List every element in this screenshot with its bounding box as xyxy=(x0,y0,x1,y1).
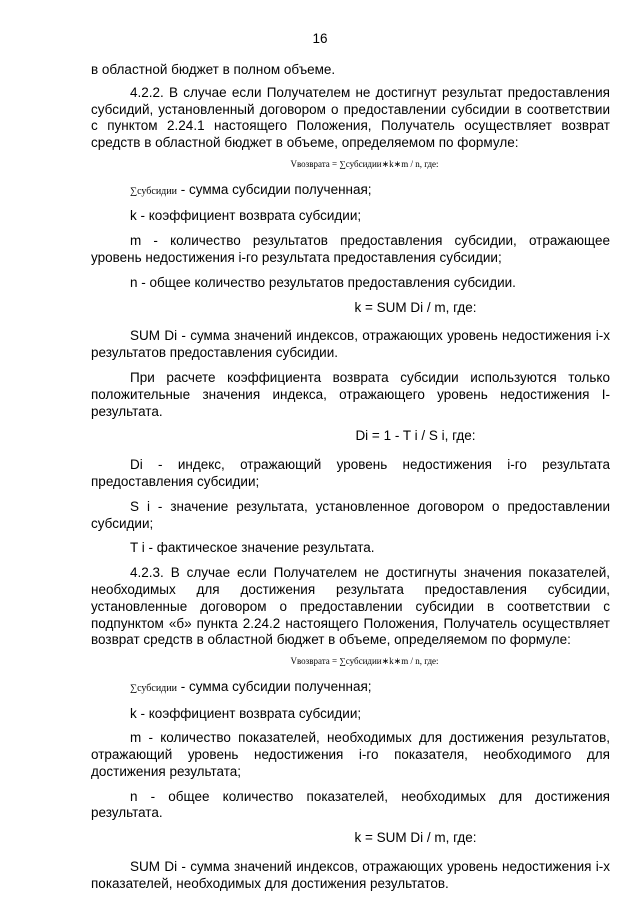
definition-n: n - общее количество результатов предоставления субсидии. xyxy=(130,274,516,290)
document-body xyxy=(91,62,610,901)
definition-si: S i - значение результата, установленное договором о предоставлении субсидии; xyxy=(91,498,610,531)
paragraph-continuation: в областной бюджет в полном объеме. xyxy=(91,62,336,77)
formula-return-volume-1: Vвозврата = ∑субсидии∗k∗m / n, где: xyxy=(290,158,439,169)
definition2-sum-subsidy xyxy=(91,679,610,698)
definition2-sum-di: SUM Di - сумма значений индексов, отражающих уровень недостижения i-х показателей, необходимых для достижения результатов. xyxy=(91,859,610,891)
paragraph-positive-values: При расчете коэффициента возврата субсидии используются только положительные значения индекса, отражающего уровень недостижения I-результата. xyxy=(91,369,610,419)
sum-subsidy-symbol-2: ∑субсидии xyxy=(130,682,177,694)
definition2-n: n - общее количество показателей, необходимых для достижения результата. xyxy=(91,788,610,821)
sum-subsidy-symbol: ∑субсидии xyxy=(130,185,177,197)
definition2-k: k - коэффициент возврата субсидии; xyxy=(130,705,362,721)
definition-di: Di - индекс, отражающий уровень недостижения i-го результата предоставления субсидии; xyxy=(91,457,610,489)
paragraph-4-2-3: 4.2.3. В случае если Получателем не достигнуты значения показателей, необходимых для достижения результата предоставления субсидии, установленные договором о предоставлении субсидии в соответствии с подпунктом «б» пункта 2.24.2 настоящего Положения, Получатель осуществляет возврат средств в областной бюджет в объеме, определяемом по формуле: xyxy=(91,565,610,648)
formula-di: Di = 1 - T i / S i, где: xyxy=(355,428,476,444)
formula-return-volume-2: Vвозврата = ∑субсидии∗k∗m / n, где: xyxy=(290,655,439,666)
definition-sum-subsidy-text: - сумма субсидии полученная; xyxy=(176,181,372,197)
definition-ti: T i - фактическое значение результата. xyxy=(130,540,375,556)
page-number: 16 xyxy=(312,31,328,46)
definition-k: k - коэффициент возврата субсидии; xyxy=(130,208,362,224)
formula-k-2: k = SUM Di / m, где: xyxy=(354,830,477,846)
formula-k-1: k = SUM Di / m, где: xyxy=(354,299,477,315)
definition-sum-di-1: SUM Di - сумма значений индексов, отражающих уровень недостижения i-х результатов предоставления субсидии. xyxy=(91,328,610,361)
definition2-m: m - количество показателей, необходимых для достижения результатов, отражающий уровень недостижения i-го показателя, необходимого для достижения результата; xyxy=(91,730,610,779)
definition-m: m - количество результатов предоставления субсидии, отражающее уровень недостижения i-го результата предоставления субсидии; xyxy=(91,233,610,265)
definition-sum-subsidy xyxy=(91,182,610,201)
paragraph-4-2-2: 4.2.2. В случае если Получателем не достигнут результат предоставления субсидий, установленный договором о предоставлении субсидии в соответствии с пунктом 2.24.1 настоящего Положения, Получатель осуществляет возврат средств в областной бюджет в объеме, определяемом по формуле: xyxy=(91,84,610,151)
definition2-sum-subsidy-text: - сумма субсидии полученная; xyxy=(176,678,372,694)
